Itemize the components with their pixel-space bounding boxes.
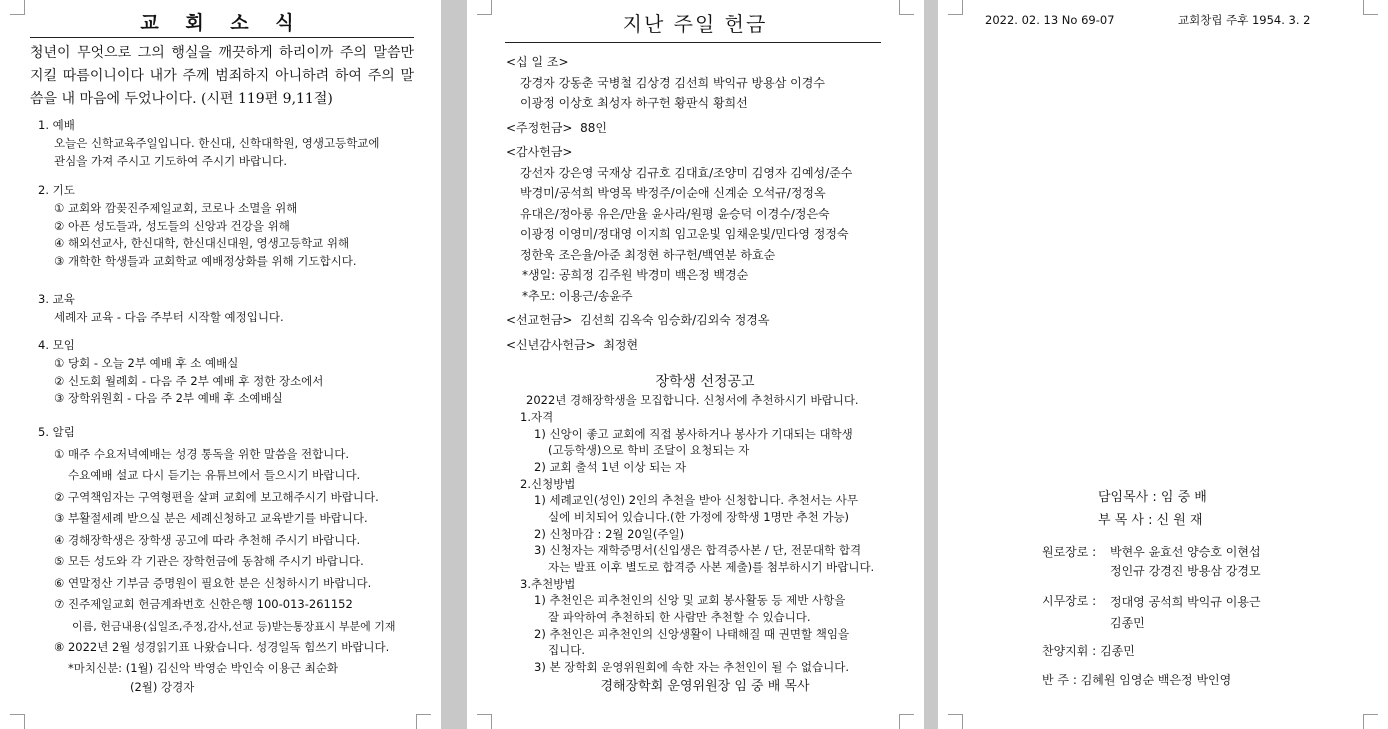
section-notices [38,422,418,697]
name-line: 유대은/정아롱 유은/만율 윤사라/원평 윤승덕 이경수/정은숙 [520,206,830,221]
memorial-line: *추모: 이용근/송윤주 [522,288,633,303]
scholarship-line: 자는 발표 이후 별도로 합격증 사본 제출)를 첨부하시기 바랍니다. [548,560,875,575]
notice-line: ⑧ 2022년 2월 성경읽기표 나왔습니다. 성경일독 힘쓰기 바랍니다. [54,640,390,654]
section-education [38,291,418,327]
name-line: 박경미/공석희 박영목 박정주/이순애 신계순 오석규/정정옥 [520,186,826,200]
bible-verse: 청년이 무엇으로 그의 행실을 깨끗하게 하리이까 주의 말씀만 지킬 따름이니이다 내가 주께 범죄하지 아니하려 하여 주의 말씀을 내 마음에 두었나이다. (시편 119편 9,11절) [30,45,414,107]
section-line: ③ 개학한 학생들과 교회학교 예배정상화를 위해 기도합시다. [54,254,357,269]
page-corner-mark [1363,0,1378,15]
section-line: ④ 해외선교사, 한신대학, 한신대신대원, 영생고등학교 위해 [54,236,350,251]
page-corner-mark [948,714,963,729]
staff-row [1098,488,1207,508]
birthday-line: *생일: 공희정 김주원 박경미 백은정 백경순 [522,268,749,282]
choir-row [1042,642,1135,661]
thanks-label: <감사헌금> [506,145,573,159]
scholarship-heading: 2.신청방법 [520,476,576,491]
notice-line: 이름, 헌금내용(십일조,주정,감사,선교 등)받는통장표시 부분에 기재 [72,619,396,633]
offering-list [506,52,896,355]
section-heading: 2. 기도 [38,183,75,197]
page-church-info [938,0,1388,729]
section-line: ① 교회와 깜꽂진주제일교회, 코로나 소멸을 위해 [54,200,298,215]
page-title: 교 회 소 식 [140,12,304,34]
founding-date: 교회창립 주후 1954. 3. 2 [1178,13,1311,27]
section-line: ③ 장학위원회 - 다음 주 2부 예배 후 소예배실 [54,391,283,406]
weekly-count: 88인 [580,120,607,135]
page-church-news [0,0,441,729]
scholarship-line: 1) 추천인은 피추천인의 신앙 및 교회 봉사활동 등 제반 사항을 [534,593,846,608]
choir-name: 김종민 [1100,644,1135,658]
scholarship-line: 집니다. [548,643,585,658]
notice-line: 수요예배 설교 다시 듣기는 유튜브에서 들으시기 바랍니다. [68,468,361,482]
name-line: 이광정 이영미/정대영 이지희 임고운빛 임채운빛/민다영 정정숙 [520,227,849,241]
section-line: ① 당회 - 오늘 2부 예배 후 소 예배실 [54,355,239,370]
page-corner-mark [10,714,25,729]
name-line: 김종민 [1110,616,1145,630]
accompanist-row [1042,671,1231,690]
name-line: 정인규 강경진 방용삼 강경모 [1110,564,1261,578]
page-corner-mark [899,0,914,15]
section-meetings [38,337,418,408]
staff-label: 담임목사 : [1098,490,1157,505]
notice-line: ⑥ 연말정산 기부금 증명원이 필요한 분은 신청하시기 바랍니다. [54,575,372,590]
page-corner-mark [1363,714,1378,729]
scholarship-line: (고등학생)으로 학비 조달이 요청되는 자 [548,443,750,458]
notice-line: ③ 부활절세례 받으실 분은 세례신청하고 교육받기를 바랍니다. [54,511,368,525]
scholarship-line: 3) 신청자는 재학증명서(신입생은 합격증사본 / 단, 전문대학 합격 [534,543,862,558]
section-line: 관심을 가져 주시고 기도하여 주시기 바랍니다. [54,153,288,168]
notice-line: ⑦ 진주제일교회 헌금계좌번호 신한은행 100-013-261152 [54,597,353,611]
name-line: 이광정 이상호 최성자 하구헌 황판식 황희선 [520,96,748,110]
staff-name: 신 원 재 [1156,513,1203,528]
memorial-line: (2월) 강경자 [130,679,195,694]
page-corner-mark [477,0,492,15]
scholarship-title: 장학생 선정공고 [655,374,755,390]
newyear-offering-row [506,335,896,356]
elders-label: 원로장로 : [1042,545,1097,559]
page-corner-mark [416,714,431,729]
memorial-line: *마치신분: (1월) 김신악 박영순 박인숙 이용근 최순화 [68,660,339,675]
scholarship-line: 3) 본 장학회 운영위원회에 속한 자는 추천인이 될 수 없습니다. [534,660,849,675]
scholarship-line: 2) 교회 출석 1년 이상 되는 자 [534,459,687,474]
scholarship-heading: 3.추천방법 [520,576,576,591]
weekly-label: <주정헌금> [506,120,573,135]
notice-line: ① 매주 수요저녁예배는 성경 통독을 위한 말씀을 전합니다. [54,446,350,461]
staff-row [1098,511,1203,531]
accompanist-names: 김혜원 임영순 백은정 박인영 [1080,673,1232,687]
section-line: 세례자 교육 - 다음 주부터 시작할 예정입니다. [54,309,284,324]
mission-label: <선교헌금> [506,313,573,327]
name-line: 강선자 강은영 국재상 김규호 김대효/조양미 김영자 김예성/준수 [520,165,853,180]
title-rule [505,42,881,43]
name-line: 박현우 윤효선 양승호 이현섭 [1110,545,1261,559]
weekly-offering-row [506,118,896,139]
mission-offering-row [506,310,896,331]
section-heading: 5. 알림 [38,425,75,439]
section-heading: 4. 모임 [38,338,75,352]
scholarship-notice [520,372,890,697]
issue-number: 2022. 02. 13 No 69-07 [985,13,1115,27]
scholarship-line: 2) 신청마감 : 2월 20일(주일) [534,526,685,541]
staff-label: 부 목 사 : [1098,513,1153,528]
scholarship-heading: 1.자격 [520,409,554,424]
notice-line: ② 구역책임자는 구역형편을 살펴 교회에 보고해주시기 바랍니다. [54,489,379,504]
scholarship-intro: 2022년 경해장학생을 모집합니다. 신청서에 추천하시기 바랍니다. [526,393,859,408]
newyear-names: 최정현 [603,337,639,352]
section-line: 오늘은 신학교육주일입니다. 한신대, 신학대학원, 영생고등학교에 [54,135,380,150]
notice-line: ⑤ 모든 성도와 각 기관은 장학헌금에 동참해 주시기 바랍니다. [54,554,364,568]
mission-names: 김선희 김옥숙 임승화/김외숙 정경옥 [580,313,770,327]
scholarship-line: 1) 세례교인(성인) 2인의 추천을 받아 신청합니다. 추천서는 사무 [534,493,858,508]
title-rule [30,37,414,38]
accompanist-label: 반 주 : [1042,673,1077,687]
section-heading: 1. 예배 [38,118,75,132]
scholarship-line: 1) 신앙이 좋고 교회에 직접 봉사하거나 봉사가 기대되는 대학생 [534,426,853,441]
section-heading: 3. 교육 [38,292,75,306]
name-line: 강경자 강동춘 국병철 김상경 김선희 박익규 방용삼 이경수 [520,75,825,90]
newyear-label: <신년감사헌금> [506,337,596,352]
section-prayer [38,182,418,271]
tithe-label: <십 일 조> [506,55,569,69]
scholarship-signature: 경해장학회 운영위원장 임 중 배 목사 [600,678,810,694]
active-elders-names [1110,592,1261,634]
scholarship-line: 잘 파악하여 추천하되 한 사람만 추천할 수 있습니다. [548,610,811,625]
page-corner-mark [477,714,492,729]
section-line: ② 아픈 성도들과, 성도들의 신앙과 건강을 위해 [54,218,290,233]
page-corner-mark [948,0,963,15]
page-corner-mark [10,0,25,15]
page-title: 지난 주일 헌금 [622,12,768,36]
notice-line: ④ 경해장학생은 장학생 공고에 따라 추천해 주시기 바랍니다. [54,532,361,547]
name-line: 정한욱 조은율/아준 최정현 하구헌/백연분 하효순 [520,247,776,262]
staff-name: 임 중 배 [1160,490,1207,505]
choir-label: 찬양지휘 : [1042,644,1097,658]
name-line: 정대영 공석희 박익규 이용근 [1110,595,1261,609]
section-worship [38,117,418,170]
scholarship-line: 2) 추천인은 피추천인의 신앙생활이 나태해질 때 권면할 책임을 [534,626,850,641]
section-line: ② 신도회 월례회 - 다음 주 2부 예배 후 정한 장소에서 [54,373,324,388]
scholarship-line: 실에 비치되어 있습니다.(한 가정에 장학생 1명만 추천 가능) [548,510,850,524]
page-corner-mark [899,714,914,729]
active-elders-label: 시무장로 : [1042,594,1097,608]
elders-names [1110,543,1261,581]
